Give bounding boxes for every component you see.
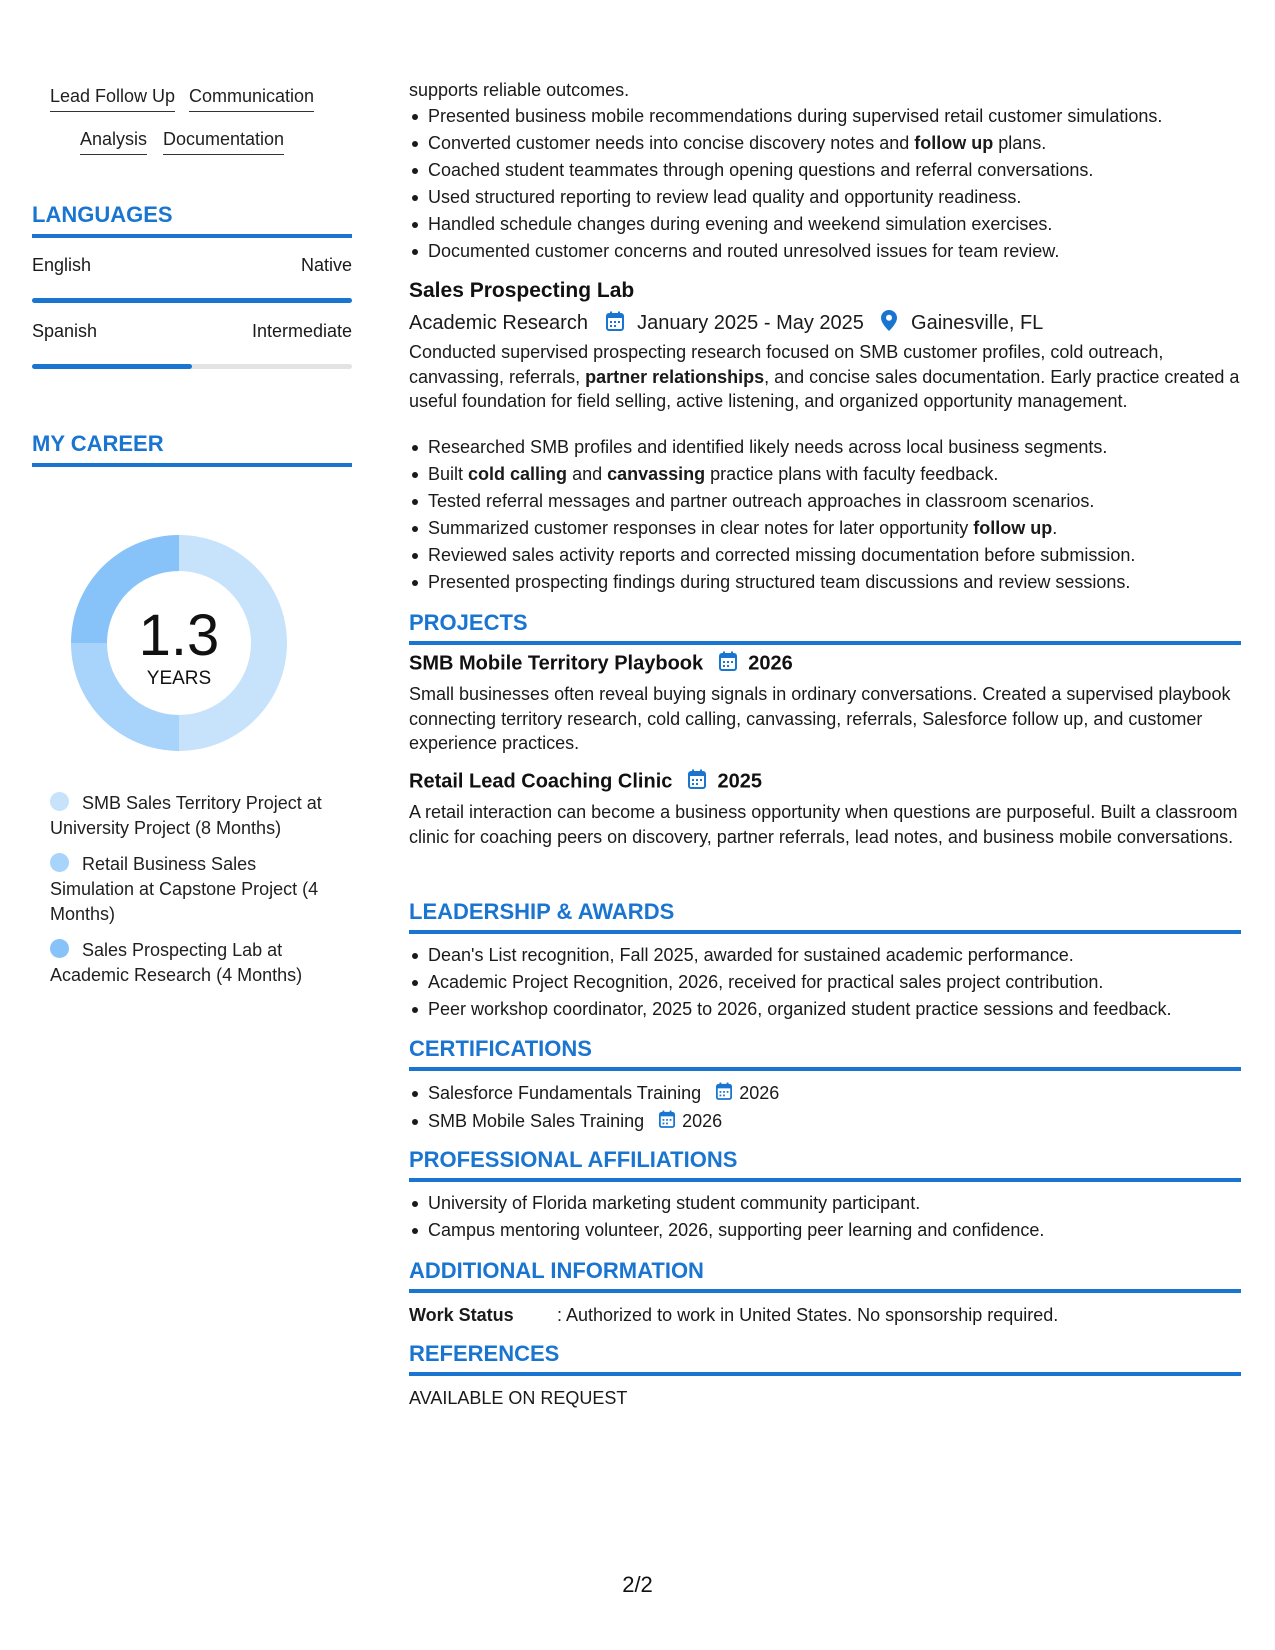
legend-dot [50,853,69,872]
experience-dates: January 2025 - May 2025 [637,312,864,334]
list-item: Documented customer concerns and routed unresolved issues for team review. [428,238,1241,265]
work-status-label: Work Status [409,1305,514,1325]
references-text: AVAILABLE ON REQUEST [409,1388,628,1408]
career-legend-item [50,938,330,988]
list-item: Coached student teammates through opening questions and referral conversations. [428,157,1241,184]
experience-location: Gainesville, FL [911,312,1044,334]
career-years-value: 1.3 [138,603,220,668]
calendar-icon [719,651,737,677]
leadership-heading: LEADERSHIP & AWARDS [409,899,1241,934]
languages-heading: LANGUAGES [32,202,352,238]
experience-lead-text: supports reliable outcomes. [409,80,630,100]
project-description: A retail interaction can become a business opportunity when questions are purposeful. Built a classroom clinic for coaching peers on discovery, partner referrals, lead notes, and business mobile conversations. [409,802,1238,847]
work-status-value: : Authorized to work in United States. No sponsorship required. [557,1305,1059,1325]
language-bar-spanish [32,364,352,369]
project-description: Small businesses often reveal buying signals in ordinary conversations. Created a supervised playbook connecting territory research, cold calling, canvassing, referrals, Salesforce follow up, and customer experience practices. [409,684,1231,753]
language-name: English [32,255,92,275]
skill-tag: Lead Follow Up [50,86,175,112]
career-legend-item [50,852,330,927]
experience-org: Academic Research [409,312,588,334]
experience-bullets [409,103,1241,265]
list-item: Tested referral messages and partner outreach approaches in classroom scenarios. [428,488,1241,515]
list-item: Presented prospecting findings during structured team discussions and review sessions. [428,569,1241,596]
legend-label: Retail Business Sales Simulation at Capstone Project (4 Months) [50,854,319,924]
project-year: 2025 [717,770,763,793]
calendar-icon [606,311,624,337]
experience-bullets [409,434,1241,596]
list-item: Built cold calling and canvassing practice plans with faculty feedback. [428,461,1241,488]
references-heading: REFERENCES [409,1341,1241,1376]
language-bar-fill [32,364,192,369]
affiliations-heading: PROFESSIONAL AFFILIATIONS [409,1147,1241,1182]
language-level: Native [300,255,352,275]
skill-tag: Analysis [80,129,147,155]
certification-name: Salesforce Fundamentals Training [428,1083,702,1103]
list-item: Academic Project Recognition, 2026, received for practical sales project contribution. [428,969,1241,996]
calendar-icon [688,769,706,795]
project-name: Retail Lead Coaching Clinic [409,770,673,793]
career-years-label: YEARS [146,668,212,689]
list-item: Dean's List recognition, Fall 2025, awarded for sustained academic performance. [428,942,1241,969]
list-item: Handled schedule changes during evening and weekend simulation exercises. [428,211,1241,238]
language-bar-fill [32,298,352,303]
list-item: University of Florida marketing student community participant. [428,1190,1241,1217]
list-item: Used structured reporting to review lead quality and opportunity readiness. [428,184,1241,211]
language-bar-english [32,298,352,303]
page-number: 2/2 [622,1572,653,1597]
certification-year: 2026 [682,1110,723,1131]
career-total [66,530,292,756]
list-item: Researched SMB profiles and identified likely needs across local business segments. [428,434,1241,461]
certification-item [428,1080,1241,1108]
language-level: Intermediate [251,321,352,341]
project-title [409,651,1241,677]
legend-dot [50,939,69,958]
career-heading: MY CAREER [32,431,352,467]
skill-tag: Communication [189,86,314,112]
list-item: Campus mentoring volunteer, 2026, supporting peer learning and confidence. [428,1217,1241,1244]
certification-name: SMB Mobile Sales Training [428,1110,645,1131]
location-pin-icon [881,310,897,337]
list-item: Peer workshop coordinator, 2025 to 2026, organized student practice sessions and feedback. [428,996,1241,1023]
work-status-row [409,1303,1241,1328]
project-name: SMB Mobile Territory Playbook [409,652,704,675]
list-item: Summarized customer responses in clear notes for later opportunity follow up. [428,515,1241,542]
list-item: Converted customer needs into concise discovery notes and follow up plans. [428,130,1241,157]
calendar-icon [716,1081,732,1108]
skill-tag: Documentation [163,129,284,155]
calendar-icon [659,1109,675,1136]
additional-heading: ADDITIONAL INFORMATION [409,1258,1241,1293]
language-name: Spanish [32,321,98,341]
certifications-heading: CERTIFICATIONS [409,1036,1241,1071]
legend-dot [50,792,69,811]
projects-heading: PROJECTS [409,610,1241,645]
legend-label: Sales Prospecting Lab at Academic Research (4 Months) [50,940,303,985]
list-item: Reviewed sales activity reports and corrected missing documentation before submission. [428,542,1241,569]
project-year: 2026 [748,652,793,675]
experience-title: Sales Prospecting Lab [409,279,635,302]
legend-label: SMB Sales Territory Project at University Project (8 Months) [50,793,322,838]
affiliations-bullets [409,1190,1241,1244]
certification-year: 2026 [739,1083,780,1103]
certifications-list [409,1080,1241,1136]
career-legend-item [50,791,330,841]
list-item: Presented business mobile recommendations during supervised retail customer simulations. [428,103,1241,130]
leadership-bullets [409,942,1241,1023]
experience-meta [409,310,1241,337]
experience-description: Conducted supervised prospecting research focused on SMB customer profiles, cold outreach, canvassing, referrals, partner relationships, and concise sales documentation. Early practice created a useful foundation for field selling, active listening, and organized opportunity management. [409,342,1240,411]
certification-item [428,1108,1241,1136]
project-title [409,769,1241,795]
